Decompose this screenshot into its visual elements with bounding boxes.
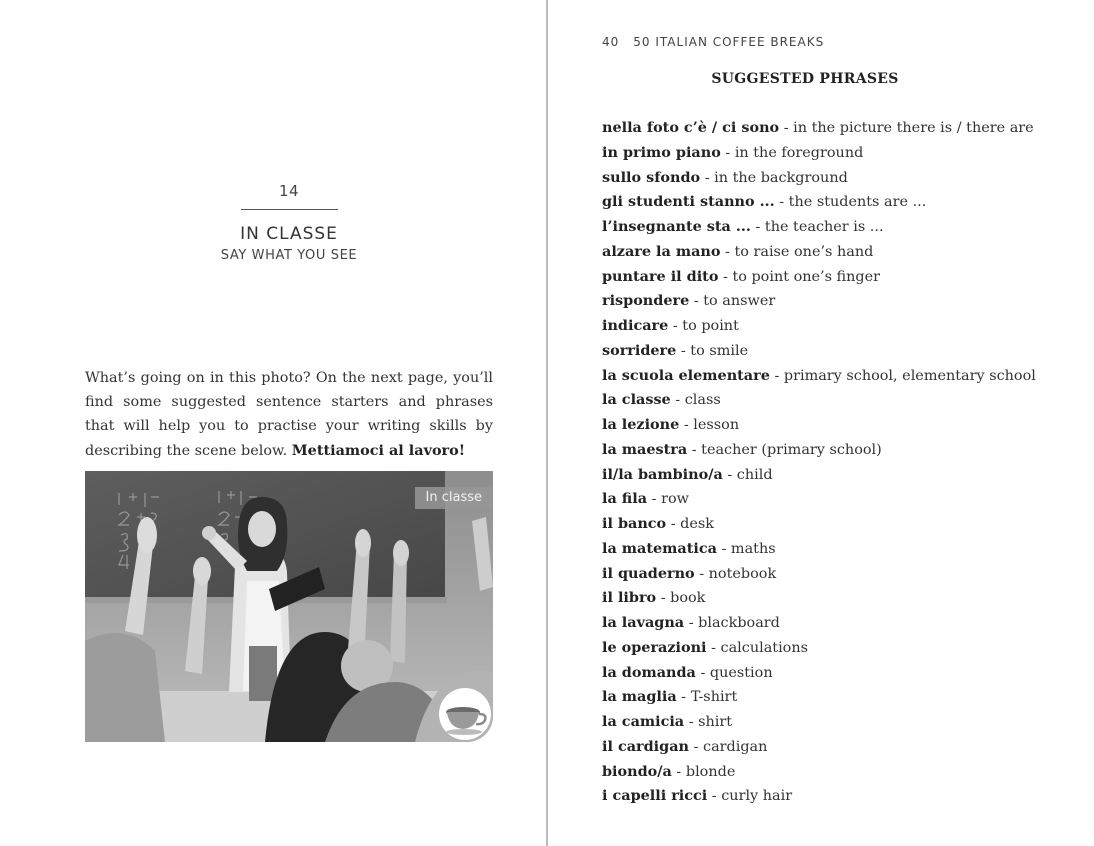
chapter-subtitle: SAY WHAT YOU SEE bbox=[220, 248, 358, 263]
english-translation: - primary school, elementary school bbox=[769, 367, 1036, 384]
italian-phrase: la camicia bbox=[602, 713, 685, 730]
english-translation: - curly hair bbox=[707, 788, 793, 805]
phrase-item bbox=[602, 166, 1036, 191]
phrase-item bbox=[602, 710, 1036, 735]
intro-paragraph bbox=[85, 367, 493, 463]
italian-phrase: in primo piano bbox=[602, 143, 721, 161]
english-translation: - teacher (primary school) bbox=[687, 441, 882, 458]
italian-phrase: la scuola elementare bbox=[602, 366, 770, 384]
italian-phrase: il libro bbox=[602, 589, 657, 607]
italian-phrase: la maestra bbox=[602, 440, 688, 458]
intro-call-to-action: Mettiamoci al lavoro! bbox=[291, 441, 466, 459]
italian-phrase: puntare il dito bbox=[602, 267, 719, 285]
phrase-item bbox=[602, 685, 1036, 710]
phrase-item bbox=[602, 512, 1036, 537]
english-translation: - desk bbox=[666, 516, 715, 532]
chapter-header bbox=[85, 182, 493, 263]
phrase-item bbox=[602, 388, 1036, 413]
italian-phrase: la domanda bbox=[602, 663, 696, 681]
italian-phrase: i capelli ricci bbox=[602, 787, 708, 805]
english-translation: - notebook bbox=[694, 565, 777, 582]
phrase-item bbox=[602, 562, 1036, 587]
left-page bbox=[0, 0, 546, 846]
phrase-item bbox=[602, 265, 1036, 290]
chapter-title: IN CLASSE bbox=[240, 224, 338, 244]
english-translation: - book bbox=[656, 590, 706, 607]
italian-phrase: nella foto c’è / ci sono bbox=[602, 119, 780, 136]
english-translation: - calculations bbox=[706, 639, 808, 656]
english-translation: - lesson bbox=[679, 417, 740, 433]
book-title: 50 ITALIAN COFFEE BREAKS bbox=[633, 35, 825, 49]
english-translation: - child bbox=[722, 466, 773, 483]
italian-phrase: il banco bbox=[602, 515, 667, 532]
italian-phrase: il cardigan bbox=[602, 737, 689, 755]
english-translation: - to point bbox=[668, 318, 739, 334]
phrase-item bbox=[602, 487, 1036, 512]
english-translation: - blonde bbox=[671, 763, 736, 780]
english-translation: - in the background bbox=[700, 169, 848, 186]
phrase-item bbox=[602, 537, 1036, 562]
italian-phrase: alzare la mano bbox=[602, 242, 721, 260]
chapter-divider bbox=[241, 209, 338, 210]
italian-phrase: la matematica bbox=[602, 539, 717, 557]
english-translation: - in the foreground bbox=[720, 144, 864, 161]
english-translation: - the teacher is ... bbox=[750, 219, 884, 235]
english-translation: - shirt bbox=[684, 714, 733, 730]
phrase-item bbox=[602, 438, 1036, 463]
phrase-item bbox=[602, 784, 1036, 809]
italian-phrase: la lezione bbox=[602, 416, 680, 433]
classroom-photo bbox=[85, 471, 493, 742]
intro-text: What’s going on in this photo? On the next page, you’ll find some suggested sentence starters and phrases that will help you to practise your writing skills by describing the scene below. bbox=[85, 370, 493, 459]
english-translation: - to raise one’s hand bbox=[720, 243, 874, 260]
italian-phrase: il quaderno bbox=[602, 564, 695, 582]
italian-phrase: biondo/a bbox=[602, 762, 672, 780]
photo-caption-tag: In classe bbox=[415, 487, 493, 509]
phrase-item bbox=[602, 413, 1036, 438]
italian-phrase: le operazioni bbox=[602, 638, 707, 656]
phrase-item bbox=[602, 314, 1036, 339]
coffee-cup-icon bbox=[439, 688, 491, 740]
phrase-item bbox=[602, 215, 1036, 240]
english-translation: - to answer bbox=[689, 293, 776, 310]
phrase-item bbox=[602, 463, 1036, 488]
italian-phrase: indicare bbox=[602, 317, 669, 334]
classroom-illustration bbox=[85, 471, 493, 742]
english-translation: - cardigan bbox=[689, 738, 768, 755]
italian-phrase: l’insegnante sta ... bbox=[602, 218, 751, 235]
phrase-item bbox=[602, 735, 1036, 760]
italian-phrase: sorridere bbox=[602, 341, 677, 359]
italian-phrase: sullo sfondo bbox=[602, 168, 701, 186]
english-translation: - row bbox=[647, 491, 689, 508]
english-translation: - T-shirt bbox=[676, 689, 738, 706]
phrase-list bbox=[602, 116, 1036, 809]
phrase-item bbox=[602, 289, 1036, 314]
italian-phrase: il/la bambino/a bbox=[602, 465, 723, 483]
english-translation: - maths bbox=[716, 540, 776, 557]
phrase-item bbox=[602, 364, 1036, 389]
english-translation: - in the picture there is / there are bbox=[779, 120, 1034, 136]
page-number: 40 bbox=[602, 35, 620, 49]
english-translation: - class bbox=[670, 392, 721, 409]
phrase-item bbox=[602, 116, 1036, 141]
italian-phrase: la maglia bbox=[602, 688, 677, 706]
phrase-item bbox=[602, 240, 1036, 265]
section-heading: SUGGESTED PHRASES bbox=[711, 71, 899, 87]
english-translation: - blackboard bbox=[684, 615, 780, 631]
right-page bbox=[548, 0, 1094, 846]
phrase-item bbox=[602, 586, 1036, 611]
italian-phrase: rispondere bbox=[602, 292, 690, 310]
english-translation: - to point one’s finger bbox=[718, 268, 881, 285]
phrase-item bbox=[602, 611, 1036, 636]
italian-phrase: gli studenti stanno ... bbox=[602, 193, 775, 211]
english-translation: - to smile bbox=[676, 342, 749, 359]
phrase-item bbox=[602, 760, 1036, 785]
english-translation: - the students are ... bbox=[774, 194, 927, 211]
italian-phrase: la lavagna bbox=[602, 614, 685, 631]
running-header bbox=[602, 35, 824, 49]
phrase-item bbox=[602, 141, 1036, 166]
phrase-item bbox=[602, 339, 1036, 364]
phrase-item bbox=[602, 190, 1036, 215]
italian-phrase: la fila bbox=[602, 490, 648, 508]
phrase-item bbox=[602, 661, 1036, 686]
english-translation: - question bbox=[695, 664, 773, 681]
phrase-item bbox=[602, 636, 1036, 661]
chapter-number: 14 bbox=[278, 182, 300, 200]
italian-phrase: la classe bbox=[602, 391, 671, 409]
